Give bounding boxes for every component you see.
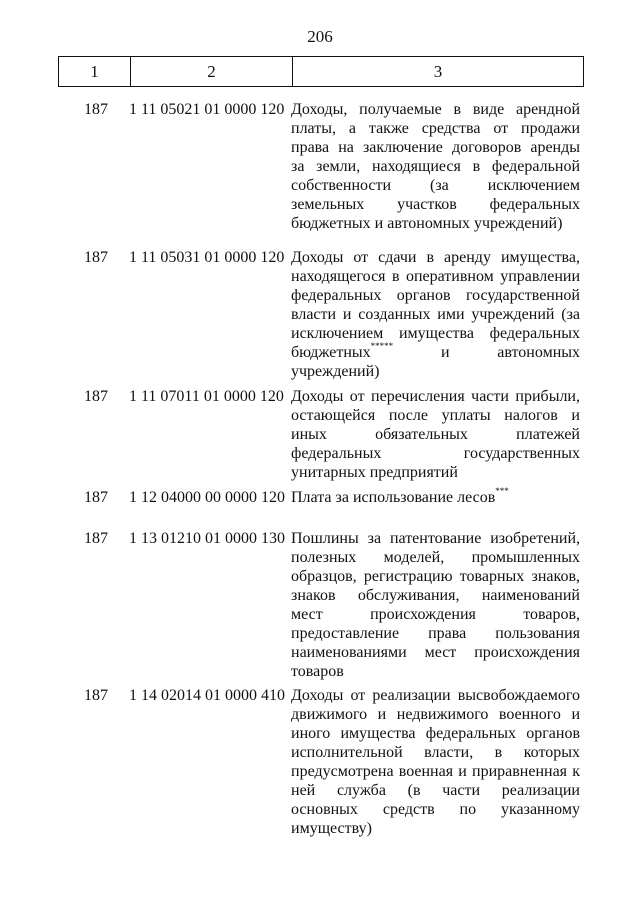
description-line: власти и созданных ими учреждений (за xyxy=(291,306,580,323)
budget-classification-code: 1 11 07011 01 0000 120 xyxy=(129,388,284,405)
description-line: за земли, находящиеся в федеральной xyxy=(291,158,580,175)
description-line: иного имущества федеральных органов xyxy=(291,725,580,742)
description-line: Пошлины за патентование изобретений, xyxy=(291,530,580,547)
description-line: образцов, регистрацию товарных знаков, xyxy=(291,568,580,585)
income-description xyxy=(291,686,580,838)
description-text: Плата за использование лесов xyxy=(291,489,496,506)
admin-code: 187 xyxy=(84,388,108,405)
description-word: и xyxy=(440,344,450,361)
description-line: учреждений) xyxy=(291,363,380,380)
budget-classification-code: 1 11 05031 01 0000 120 xyxy=(129,249,285,266)
income-description xyxy=(291,100,580,233)
description-line: исключением имущества федеральных xyxy=(291,325,580,342)
description-line: имуществу) xyxy=(291,820,372,837)
description-line: земельных участков федеральных xyxy=(291,196,580,213)
table-header xyxy=(58,56,584,87)
description-line: иных обязательных платежей xyxy=(291,426,580,443)
description-line: остающейся после уплаты налогов и xyxy=(291,407,580,424)
description-line xyxy=(291,485,580,507)
description-line: федеральных органов государственной xyxy=(291,287,580,304)
description-line: бюджетных и автономных учреждений) xyxy=(291,215,563,232)
budget-classification-code: 1 14 02014 01 0000 410 xyxy=(129,687,285,704)
description-word: бюджетных xyxy=(291,344,371,361)
description-line: Доходы от сдачи в аренду имущества, xyxy=(291,249,580,266)
income-description xyxy=(291,485,580,507)
admin-code: 187 xyxy=(84,530,108,547)
budget-classification-code: 1 11 05021 01 0000 120 xyxy=(129,101,285,118)
description-word: автономных xyxy=(497,344,580,361)
income-description xyxy=(291,529,580,681)
description-line: находящегося в оперативном управлении xyxy=(291,268,580,285)
header-col-2: 2 xyxy=(131,57,293,86)
footnote-marker: *** xyxy=(495,485,509,496)
description-line: федеральных государственных xyxy=(291,445,580,462)
description-line: унитарных предприятий xyxy=(291,464,458,481)
admin-code: 187 xyxy=(84,249,108,266)
admin-code: 187 xyxy=(84,489,108,506)
income-description xyxy=(291,248,580,381)
footnote-marker: ***** xyxy=(370,340,394,351)
description-line: движимого и недвижимого военного и xyxy=(291,706,580,723)
description-line: основных средств по указанному xyxy=(291,801,580,818)
header-col-3: 3 xyxy=(433,61,443,81)
budget-classification-code: 1 13 01210 01 0000 130 xyxy=(129,530,285,547)
header-col-1: 1 xyxy=(59,57,131,86)
description-line: ней служба (в части реализации xyxy=(291,782,580,799)
description-line: наименованиями мест происхождения xyxy=(291,644,580,661)
description-line: предоставление права пользования xyxy=(291,625,580,642)
description-line: собственности (за исключением xyxy=(291,177,580,194)
income-description xyxy=(291,387,580,482)
description-line: исполнительной власти, в которых xyxy=(291,744,580,761)
description-line: права на заключение договоров аренды xyxy=(291,139,580,156)
description-line: товаров xyxy=(291,663,344,680)
description-line xyxy=(291,340,580,362)
description-line: платы, а также средства от продажи xyxy=(291,120,580,137)
admin-code: 187 xyxy=(84,101,108,118)
description-line: знаков обслуживания, наименований xyxy=(291,587,580,604)
description-line: Доходы от перечисления части прибыли, xyxy=(291,388,580,405)
budget-classification-code: 1 12 04000 00 0000 120 xyxy=(129,489,285,506)
description-line: Доходы, получаемые в виде арендной xyxy=(291,101,580,118)
description-line: полезных моделей, промышленных xyxy=(291,549,580,566)
description-line: предусмотрена военная и приравненная к xyxy=(291,763,580,780)
description-line: мест происхождения товаров, xyxy=(291,606,580,623)
admin-code: 187 xyxy=(84,687,108,704)
description-line: Доходы от реализации высвобождаемого xyxy=(291,687,580,704)
page-number: 206 xyxy=(307,27,333,46)
